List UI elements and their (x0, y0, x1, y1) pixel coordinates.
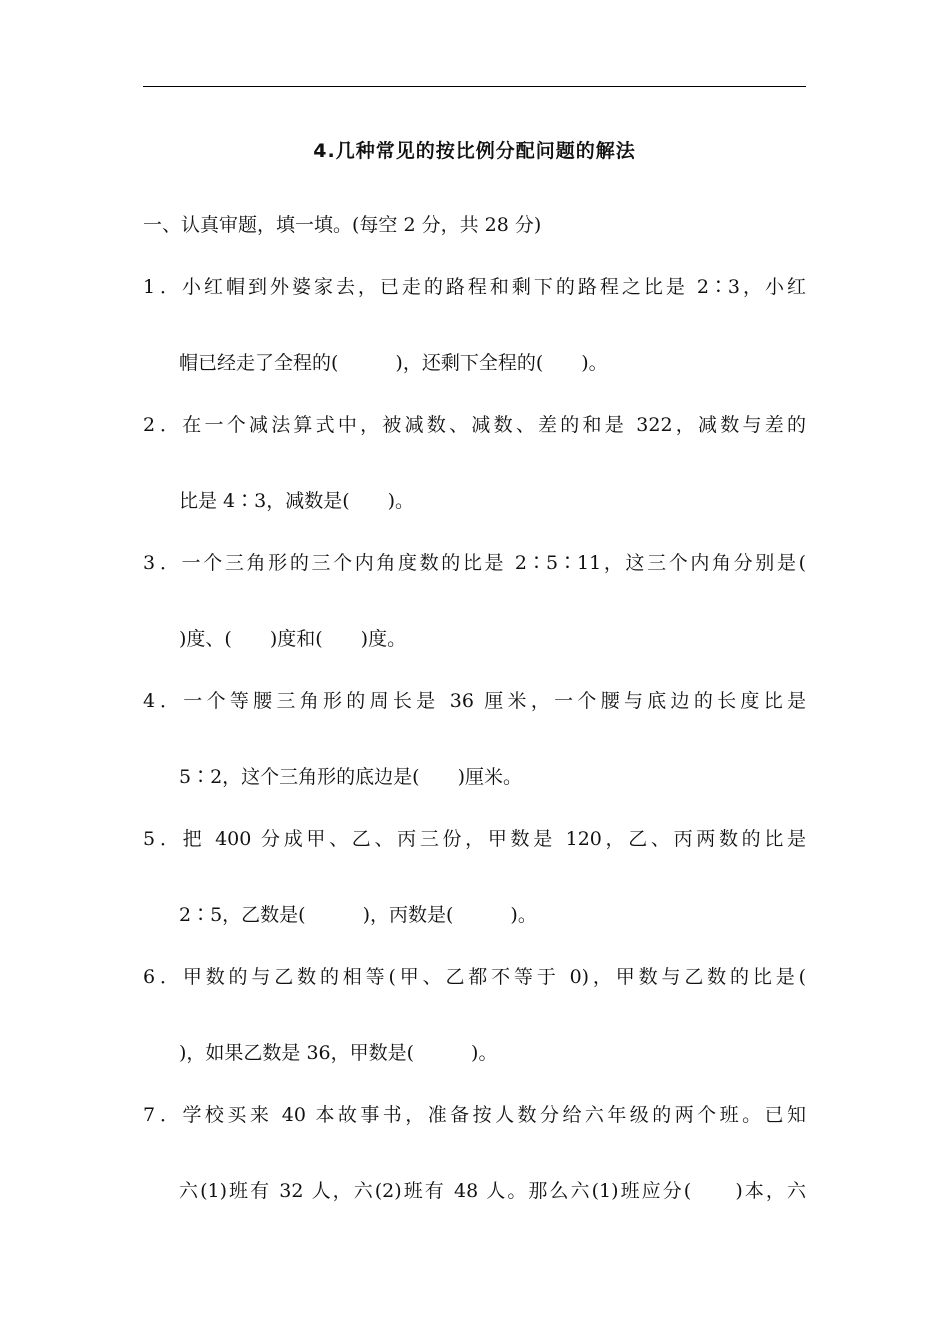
question-6 (143, 962, 806, 992)
question-text: 把 400 分成甲、乙、丙三份，甲数是 120，乙、丙两数的比是 (179, 828, 806, 850)
header-rule (143, 86, 806, 87)
question-2 (143, 410, 806, 440)
section-heading: 一、认真审题，填一填。(每空 2 分，共 28 分) (143, 214, 542, 236)
question-number: 5． (143, 828, 179, 850)
question-number: 1． (143, 276, 179, 298)
question-text: 一个三角形的三个内角度数的比是 2∶5∶11，这三个内角分别是( (179, 552, 806, 574)
question-6-continuation: )，如果乙数是 36，甲数是( )。 (179, 1042, 498, 1064)
question-number: 3． (143, 552, 179, 574)
question-7 (143, 1100, 806, 1130)
question-number: 7． (143, 1104, 179, 1126)
question-1 (143, 272, 806, 302)
question-text: 甲数的与乙数的相等(甲、乙都不等于 0)，甲数与乙数的比是( (179, 966, 806, 988)
question-text: 学校买来 40 本故事书，准备按人数分给六年级的两个班。已知 (179, 1104, 806, 1126)
question-text: 在一个减法算式中，被减数、减数、差的和是 322，减数与差的 (179, 414, 806, 436)
question-5 (143, 824, 806, 854)
question-number: 2． (143, 414, 179, 436)
worksheet-title: 4.几种常见的按比例分配问题的解法 (313, 140, 636, 162)
question-number: 4． (143, 690, 179, 712)
question-7-continuation: 六(1)班有 32 人，六(2)班有 48 人。那么六(1)班应分( )本，六 (179, 1180, 806, 1202)
question-text: 一个等腰三角形的周长是 36 厘米，一个腰与底边的长度比是 (179, 690, 806, 712)
question-4 (143, 686, 806, 716)
question-1-continuation: 帽已经走了全程的( )，还剩下全程的( )。 (179, 352, 608, 374)
question-3 (143, 548, 806, 578)
question-4-continuation: 5∶2，这个三角形的底边是( )厘米。 (179, 766, 523, 788)
question-number: 6． (143, 966, 179, 988)
question-5-continuation: 2∶5，乙数是( )，丙数是( )。 (179, 904, 537, 926)
question-2-continuation: 比是 4∶3，减数是( )。 (179, 490, 415, 512)
question-text: 小红帽到外婆家去，已走的路程和剩下的路程之比是 2∶3，小红 (179, 276, 806, 298)
question-3-continuation: )度、( )度和( )度。 (179, 628, 407, 650)
